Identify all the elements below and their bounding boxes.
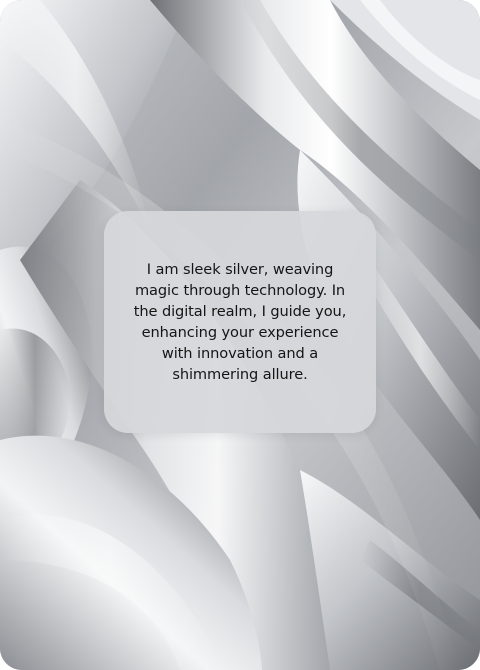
quote-box [104,211,376,433]
quote-text: I am sleek silver, weaving magic through technology. In the digital realm, I guide you, enhancing your experience with innovation and a shimmering allure. [133,261,347,383]
